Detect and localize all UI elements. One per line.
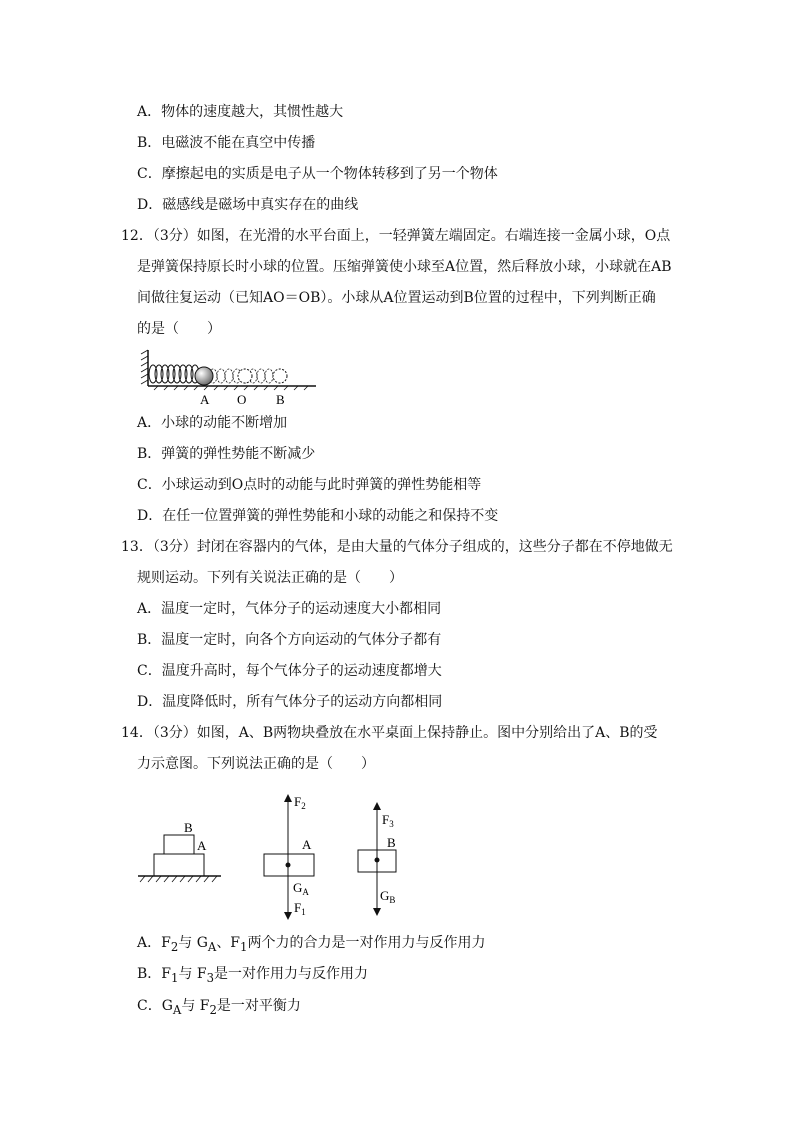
ga-label: G xyxy=(293,880,303,895)
svg-text:F1 xyxy=(294,900,306,917)
stack-label-b: B xyxy=(184,820,193,835)
f1-label: F xyxy=(294,900,302,915)
q12-option-c: C．小球运动到O点时的动能与此时弹簧的弹性势能相等 xyxy=(137,477,482,493)
spring-ball-figure xyxy=(140,346,325,408)
q14-stem-line-1: 14．（3分）如图，A、B两物块叠放在水平桌面上保持静止。图中分别给出了A、B的受 xyxy=(121,725,658,741)
q12-stem-line-2: 是弹簧保持原长时小球的位置。压缩弹簧使小球至A位置，然后释放小球，小球就在AB xyxy=(137,259,672,275)
prev-option-b: B．电磁波不能在真空中传播 xyxy=(137,135,316,151)
q14-option-b: B．$F_1$与 $F_3$是一对作用力与反作用力 xyxy=(137,966,369,985)
force-diagram-figure xyxy=(136,788,426,920)
q14-stem-line-2: 力示意图。下列说法正确的是（ ） xyxy=(137,756,375,772)
svg-text:GA xyxy=(293,880,309,897)
q12-stem-line-3: 间做往复运动（已知AO＝OB）。小球从A位置运动到B位置的过程中，下列判断正确 xyxy=(137,290,656,306)
prev-option-a: A．物体的速度越大，其惯性越大 xyxy=(137,104,344,120)
gb-label: G xyxy=(380,888,390,903)
prev-option-c: C．摩擦起电的实质是电子从一个物体转移到了另一个物体 xyxy=(137,166,498,182)
label-a: A xyxy=(200,392,210,407)
f2-sub: 2 xyxy=(301,801,306,811)
q12-option-d: D．在任一位置弹簧的弹性势能和小球的动能之和保持不变 xyxy=(137,508,499,524)
q12-stem-line-4: 的是（ ） xyxy=(137,321,221,337)
f2-label: F xyxy=(294,794,302,809)
q12-option-a: A．小球的动能不断增加 xyxy=(137,415,288,431)
q13-option-b: B．温度一定时，向各个方向运动的气体分子都有 xyxy=(137,632,442,648)
stack-label-a: A xyxy=(197,838,207,853)
gb-sub: B xyxy=(389,895,396,905)
label-o: O xyxy=(237,392,247,407)
q13-stem-line-1: 13．（3分）封闭在容器内的气体，是由大量的气体分子组成的，这些分子都在不停地做无 xyxy=(121,539,673,555)
q13-option-d: D．温度降低时，所有气体分子的运动方向都相同 xyxy=(137,694,443,710)
q13-option-a: A．温度一定时，气体分子的运动速度大小都相同 xyxy=(137,601,442,617)
f1-sub: 1 xyxy=(301,907,306,917)
q12-stem-line-1: 12．（3分）如图，在光滑的水平台面上，一轻弹簧左端固定。右端连接一金属小球，O点 xyxy=(121,228,671,244)
svg-text:F3 xyxy=(382,812,394,829)
svg-text:F2 xyxy=(294,794,306,811)
a-block-label: A xyxy=(302,837,312,852)
b-block-label: B xyxy=(387,835,396,850)
q14-option-c: C．$G_A$与 $F_2$是一对平衡力 xyxy=(137,998,301,1017)
prev-option-d: D．磁感线是磁场中真实存在的曲线 xyxy=(137,197,359,213)
svg-text:GB xyxy=(380,888,395,905)
label-b: B xyxy=(276,392,285,407)
f3-sub: 3 xyxy=(389,819,394,829)
ga-sub: A xyxy=(302,887,309,897)
q12-option-b: B．弹簧的弹性势能不断减少 xyxy=(137,446,316,462)
q13-stem-line-2: 规则运动。下列有关说法正确的是（ ） xyxy=(137,570,403,586)
f3-label: F xyxy=(382,812,390,827)
q13-option-c: C．温度升高时，每个气体分子的运动速度都增大 xyxy=(137,663,442,679)
q14-option-a: A．$F_2$与 $G_A$、$F_1$两个力的合力是一对作用力与反作用力 xyxy=(137,935,486,954)
